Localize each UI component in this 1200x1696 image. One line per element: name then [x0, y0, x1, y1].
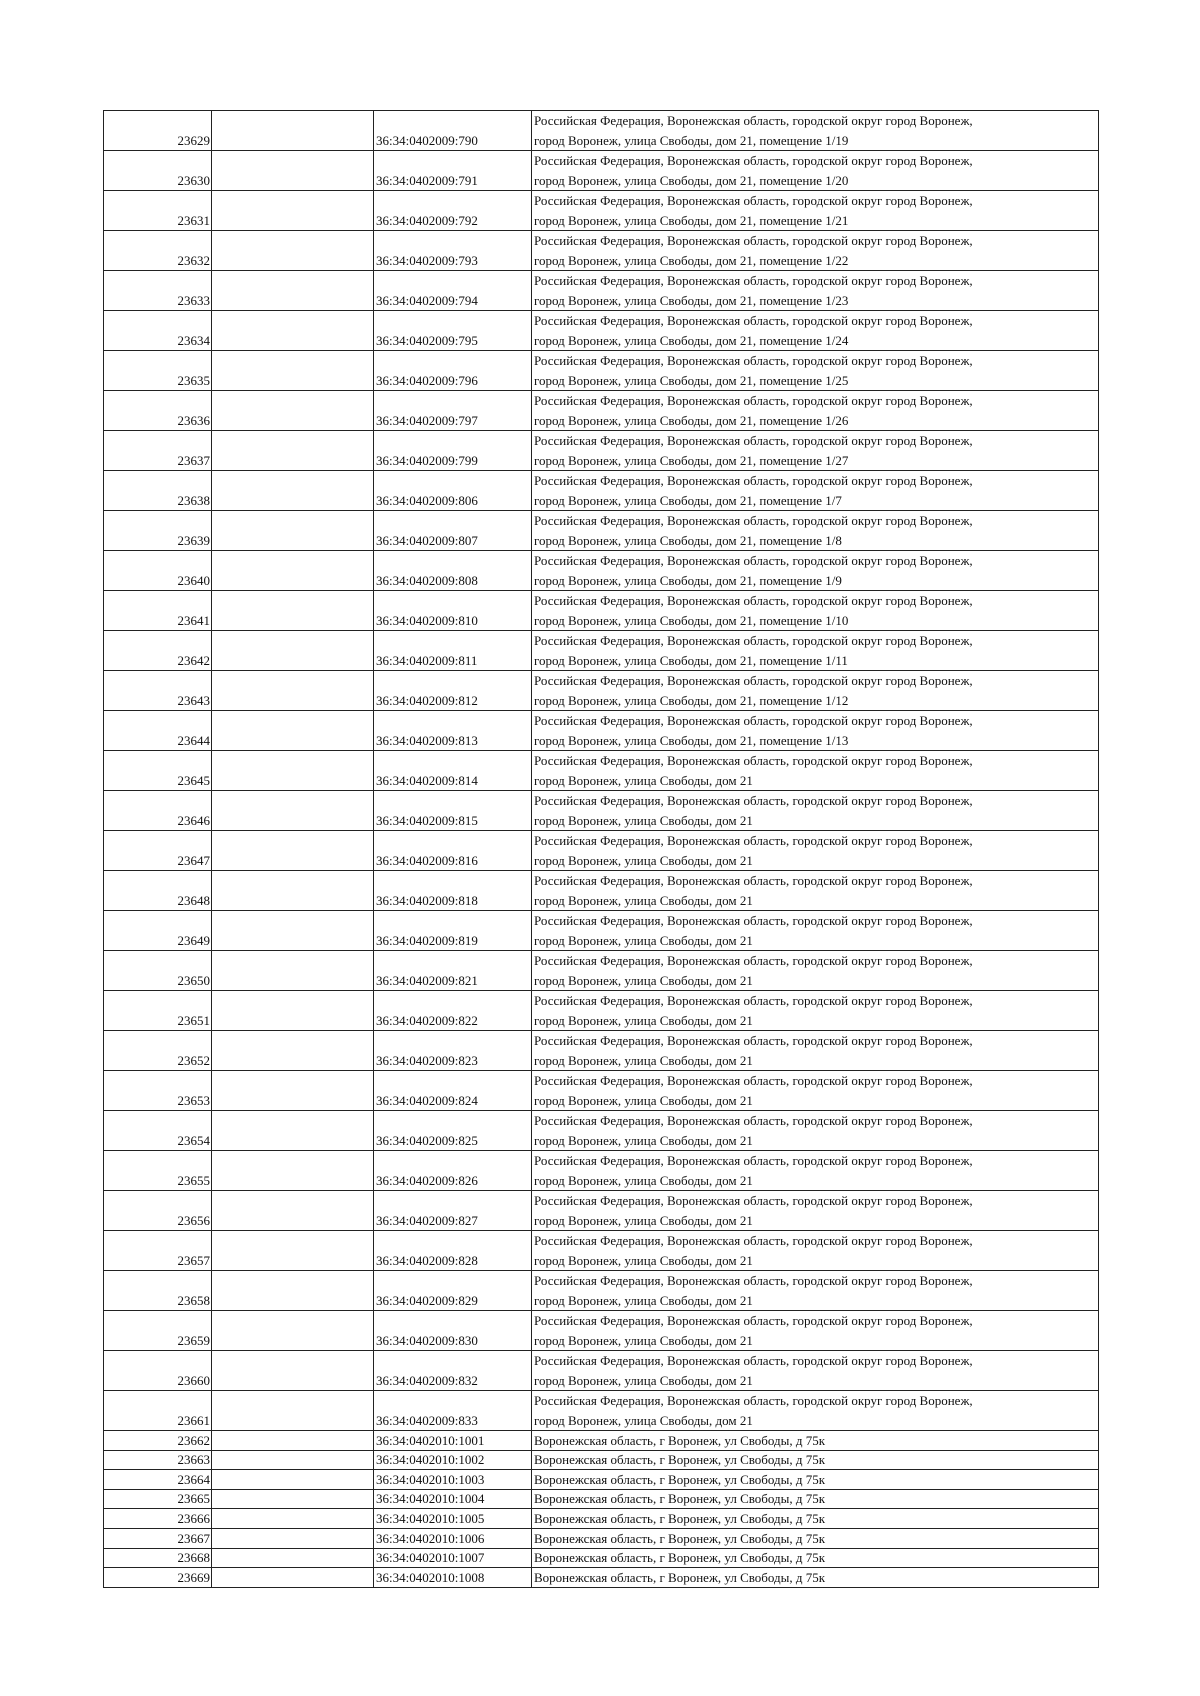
- cadastral-number-cell: 36:34:0402010:1007: [374, 1548, 532, 1568]
- address-cell: Российская Федерация, Воронежская область, городской округ город Воронеж, город Воронеж, улица Свободы, дом 21, помещение 1/26: [532, 391, 1099, 431]
- table-row: [104, 191, 1099, 231]
- cadastral-number-cell: 36:34:0402009:797: [374, 391, 532, 431]
- table-row: [104, 1231, 1099, 1271]
- address-cell: Российская Федерация, Воронежская область, городской округ город Воронеж, город Воронеж, улица Свободы, дом 21: [532, 991, 1099, 1031]
- table-row: [104, 631, 1099, 671]
- address-cell: Российская Федерация, Воронежская область, городской округ город Воронеж, город Воронеж, улица Свободы, дом 21, помещение 1/10: [532, 591, 1099, 631]
- table-row: [104, 1191, 1099, 1231]
- row-number-cell: 23634: [104, 311, 212, 351]
- cadastral-number-cell: 36:34:0402009:810: [374, 591, 532, 631]
- cadastral-number-cell: 36:34:0402009:811: [374, 631, 532, 671]
- cadastral-number-cell: 36:34:0402009:813: [374, 711, 532, 751]
- table-row: [104, 311, 1099, 351]
- table-row: [104, 871, 1099, 911]
- cadastral-number-cell: 36:34:0402010:1005: [374, 1509, 532, 1529]
- cadastral-number-cell: 36:34:0402009:792: [374, 191, 532, 231]
- row-number-cell: 23658: [104, 1271, 212, 1311]
- table-row: [104, 271, 1099, 311]
- address-cell: Воронежская область, г Воронеж, ул Свободы, д 75к: [532, 1548, 1099, 1568]
- table-row: [104, 991, 1099, 1031]
- address-cell: Российская Федерация, Воронежская область, городской округ город Воронеж, город Воронеж, улица Свободы, дом 21, помещение 1/23: [532, 271, 1099, 311]
- empty-cell: [212, 471, 374, 511]
- cadastral-number-cell: 36:34:0402009:827: [374, 1191, 532, 1231]
- row-number-cell: 23646: [104, 791, 212, 831]
- table-row: [104, 1031, 1099, 1071]
- table-row: [104, 711, 1099, 751]
- empty-cell: [212, 1528, 374, 1548]
- table-row: [104, 1351, 1099, 1391]
- empty-cell: [212, 311, 374, 351]
- address-cell: Воронежская область, г Воронеж, ул Свободы, д 75к: [532, 1450, 1099, 1470]
- row-number-cell: 23642: [104, 631, 212, 671]
- empty-cell: [212, 1470, 374, 1490]
- row-number-cell: 23654: [104, 1111, 212, 1151]
- empty-cell: [212, 1031, 374, 1071]
- empty-cell: [212, 831, 374, 871]
- row-number-cell: 23632: [104, 231, 212, 271]
- cadastral-number-cell: 36:34:0402009:818: [374, 871, 532, 911]
- empty-cell: [212, 1111, 374, 1151]
- row-number-cell: 23644: [104, 711, 212, 751]
- cadastral-number-cell: 36:34:0402009:822: [374, 991, 532, 1031]
- address-cell: Российская Федерация, Воронежская область, городской округ город Воронеж, город Воронеж, улица Свободы, дом 21: [532, 1071, 1099, 1111]
- address-cell: Российская Федерация, Воронежская область, городской округ город Воронеж, город Воронеж, улица Свободы, дом 21: [532, 951, 1099, 991]
- address-cell: Воронежская область, г Воронеж, ул Свободы, д 75к: [532, 1528, 1099, 1548]
- table-row: [104, 671, 1099, 711]
- table-row: [104, 1071, 1099, 1111]
- empty-cell: [212, 1071, 374, 1111]
- cadastral-number-cell: 36:34:0402009:791: [374, 151, 532, 191]
- row-number-cell: 23647: [104, 831, 212, 871]
- row-number-cell: 23639: [104, 511, 212, 551]
- row-number-cell: 23652: [104, 1031, 212, 1071]
- table-row: [104, 431, 1099, 471]
- empty-cell: [212, 1548, 374, 1568]
- empty-cell: [212, 1151, 374, 1191]
- empty-cell: [212, 791, 374, 831]
- row-number-cell: 23650: [104, 951, 212, 991]
- cadastral-number-cell: 36:34:0402010:1008: [374, 1568, 532, 1588]
- address-cell: Воронежская область, г Воронеж, ул Свободы, д 75к: [532, 1431, 1099, 1451]
- cadastral-number-cell: 36:34:0402009:796: [374, 351, 532, 391]
- row-number-cell: 23657: [104, 1231, 212, 1271]
- registry-table-body: [104, 111, 1099, 1588]
- empty-cell: [212, 1450, 374, 1470]
- address-cell: Воронежская область, г Воронеж, ул Свободы, д 75к: [532, 1470, 1099, 1490]
- row-number-cell: 23662: [104, 1431, 212, 1451]
- empty-cell: [212, 1271, 374, 1311]
- row-number-cell: 23663: [104, 1450, 212, 1470]
- empty-cell: [212, 871, 374, 911]
- cadastral-number-cell: 36:34:0402009:793: [374, 231, 532, 271]
- address-cell: Российская Федерация, Воронежская область, городской округ город Воронеж, город Воронеж, улица Свободы, дом 21: [532, 1271, 1099, 1311]
- cadastral-number-cell: 36:34:0402009:816: [374, 831, 532, 871]
- row-number-cell: 23653: [104, 1071, 212, 1111]
- address-cell: Российская Федерация, Воронежская область, городской округ город Воронеж, город Воронеж, улица Свободы, дом 21: [532, 1151, 1099, 1191]
- table-row: [104, 351, 1099, 391]
- address-cell: Российская Федерация, Воронежская область, городской округ город Воронеж, город Воронеж, улица Свободы, дом 21: [532, 911, 1099, 951]
- empty-cell: [212, 391, 374, 431]
- cadastral-number-cell: 36:34:0402010:1003: [374, 1470, 532, 1490]
- cadastral-number-cell: 36:34:0402009:794: [374, 271, 532, 311]
- address-cell: Российская Федерация, Воронежская область, городской округ город Воронеж, город Воронеж, улица Свободы, дом 21: [532, 1111, 1099, 1151]
- cadastral-number-cell: 36:34:0402009:828: [374, 1231, 532, 1271]
- cadastral-number-cell: 36:34:0402009:819: [374, 911, 532, 951]
- table-row: [104, 591, 1099, 631]
- empty-cell: [212, 1489, 374, 1509]
- address-cell: Воронежская область, г Воронеж, ул Свободы, д 75к: [532, 1568, 1099, 1588]
- table-row: [104, 471, 1099, 511]
- cadastral-number-cell: 36:34:0402010:1002: [374, 1450, 532, 1470]
- address-cell: Российская Федерация, Воронежская область, городской округ город Воронеж, город Воронеж, улица Свободы, дом 21: [532, 1231, 1099, 1271]
- cadastral-number-cell: 36:34:0402009:812: [374, 671, 532, 711]
- address-cell: Российская Федерация, Воронежская область, городской округ город Воронеж, город Воронеж, улица Свободы, дом 21, помещение 1/8: [532, 511, 1099, 551]
- row-number-cell: 23635: [104, 351, 212, 391]
- cadastral-number-cell: 36:34:0402009:814: [374, 751, 532, 791]
- cadastral-number-cell: 36:34:0402010:1004: [374, 1489, 532, 1509]
- empty-cell: [212, 351, 374, 391]
- empty-cell: [212, 191, 374, 231]
- empty-cell: [212, 951, 374, 991]
- address-cell: Российская Федерация, Воронежская область, городской округ город Воронеж, город Воронеж, улица Свободы, дом 21: [532, 1391, 1099, 1431]
- row-number-cell: 23669: [104, 1568, 212, 1588]
- empty-cell: [212, 1231, 374, 1271]
- table-row: [104, 1528, 1099, 1548]
- cadastral-number-cell: 36:34:0402009:807: [374, 511, 532, 551]
- empty-cell: [212, 711, 374, 751]
- cadastral-number-cell: 36:34:0402009:826: [374, 1151, 532, 1191]
- address-cell: Российская Федерация, Воронежская область, городской округ город Воронеж, город Воронеж, улица Свободы, дом 21: [532, 1191, 1099, 1231]
- empty-cell: [212, 671, 374, 711]
- table-row: [104, 391, 1099, 431]
- address-cell: Российская Федерация, Воронежская область, городской округ город Воронеж, город Воронеж, улица Свободы, дом 21: [532, 751, 1099, 791]
- empty-cell: [212, 1311, 374, 1351]
- empty-cell: [212, 1509, 374, 1529]
- row-number-cell: 23636: [104, 391, 212, 431]
- empty-cell: [212, 1191, 374, 1231]
- row-number-cell: 23668: [104, 1548, 212, 1568]
- address-cell: Российская Федерация, Воронежская область, городской округ город Воронеж, город Воронеж, улица Свободы, дом 21, помещение 1/25: [532, 351, 1099, 391]
- address-cell: Российская Федерация, Воронежская область, городской округ город Воронеж, город Воронеж, улица Свободы, дом 21: [532, 1311, 1099, 1351]
- empty-cell: [212, 1351, 374, 1391]
- cadastral-number-cell: 36:34:0402010:1006: [374, 1528, 532, 1548]
- address-cell: Российская Федерация, Воронежская область, городской округ город Воронеж, город Воронеж, улица Свободы, дом 21: [532, 1351, 1099, 1391]
- cadastral-number-cell: 36:34:0402009:833: [374, 1391, 532, 1431]
- empty-cell: [212, 1431, 374, 1451]
- address-cell: Российская Федерация, Воронежская область, городской округ город Воронеж, город Воронеж, улица Свободы, дом 21, помещение 1/20: [532, 151, 1099, 191]
- table-row: [104, 1568, 1099, 1588]
- row-number-cell: 23666: [104, 1509, 212, 1529]
- table-row: [104, 1509, 1099, 1529]
- address-cell: Российская Федерация, Воронежская область, городской округ город Воронеж, город Воронеж, улица Свободы, дом 21, помещение 1/12: [532, 671, 1099, 711]
- empty-cell: [212, 631, 374, 671]
- address-cell: Российская Федерация, Воронежская область, городской округ город Воронеж, город Воронеж, улица Свободы, дом 21: [532, 831, 1099, 871]
- empty-cell: [212, 551, 374, 591]
- cadastral-number-cell: 36:34:0402009:790: [374, 111, 532, 151]
- row-number-cell: 23664: [104, 1470, 212, 1490]
- empty-cell: [212, 271, 374, 311]
- table-row: [104, 791, 1099, 831]
- cadastral-number-cell: 36:34:0402009:815: [374, 791, 532, 831]
- address-cell: Российская Федерация, Воронежская область, городской округ город Воронеж, город Воронеж, улица Свободы, дом 21, помещение 1/7: [532, 471, 1099, 511]
- empty-cell: [212, 431, 374, 471]
- row-number-cell: 23655: [104, 1151, 212, 1191]
- address-cell: Российская Федерация, Воронежская область, городской округ город Воронеж, город Воронеж, улица Свободы, дом 21, помещение 1/27: [532, 431, 1099, 471]
- row-number-cell: 23629: [104, 111, 212, 151]
- table-row: [104, 1450, 1099, 1470]
- table-row: [104, 551, 1099, 591]
- address-cell: Российская Федерация, Воронежская область, городской округ город Воронеж, город Воронеж, улица Свободы, дом 21: [532, 871, 1099, 911]
- cadastral-number-cell: 36:34:0402009:823: [374, 1031, 532, 1071]
- row-number-cell: 23659: [104, 1311, 212, 1351]
- row-number-cell: 23667: [104, 1528, 212, 1548]
- cadastral-number-cell: 36:34:0402009:799: [374, 431, 532, 471]
- row-number-cell: 23641: [104, 591, 212, 631]
- row-number-cell: 23633: [104, 271, 212, 311]
- table-row: [104, 831, 1099, 871]
- address-cell: Российская Федерация, Воронежская область, городской округ город Воронеж, город Воронеж, улица Свободы, дом 21: [532, 791, 1099, 831]
- address-cell: Воронежская область, г Воронеж, ул Свободы, д 75к: [532, 1509, 1099, 1529]
- table-row: [104, 1151, 1099, 1191]
- table-row: [104, 1489, 1099, 1509]
- address-cell: Российская Федерация, Воронежская область, городской округ город Воронеж, город Воронеж, улица Свободы, дом 21, помещение 1/24: [532, 311, 1099, 351]
- cadastral-number-cell: 36:34:0402009:830: [374, 1311, 532, 1351]
- table-row: [104, 1271, 1099, 1311]
- row-number-cell: 23637: [104, 431, 212, 471]
- row-number-cell: 23638: [104, 471, 212, 511]
- cadastral-number-cell: 36:34:0402009:808: [374, 551, 532, 591]
- row-number-cell: 23630: [104, 151, 212, 191]
- empty-cell: [212, 111, 374, 151]
- empty-cell: [212, 231, 374, 271]
- row-number-cell: 23645: [104, 751, 212, 791]
- empty-cell: [212, 751, 374, 791]
- empty-cell: [212, 911, 374, 951]
- table-row: [104, 911, 1099, 951]
- empty-cell: [212, 151, 374, 191]
- row-number-cell: 23649: [104, 911, 212, 951]
- row-number-cell: 23660: [104, 1351, 212, 1391]
- table-row: [104, 1391, 1099, 1431]
- registry-table: [103, 110, 1099, 1588]
- address-cell: Российская Федерация, Воронежская область, городской округ город Воронеж, город Воронеж, улица Свободы, дом 21, помещение 1/19: [532, 111, 1099, 151]
- cadastral-number-cell: 36:34:0402009:824: [374, 1071, 532, 1111]
- empty-cell: [212, 511, 374, 551]
- row-number-cell: 23661: [104, 1391, 212, 1431]
- address-cell: Российская Федерация, Воронежская область, городской округ город Воронеж, город Воронеж, улица Свободы, дом 21, помещение 1/9: [532, 551, 1099, 591]
- table-row: [104, 1431, 1099, 1451]
- table-row: [104, 511, 1099, 551]
- row-number-cell: 23631: [104, 191, 212, 231]
- address-cell: Российская Федерация, Воронежская область, городской округ город Воронеж, город Воронеж, улица Свободы, дом 21, помещение 1/22: [532, 231, 1099, 271]
- row-number-cell: 23665: [104, 1489, 212, 1509]
- cadastral-number-cell: 36:34:0402009:795: [374, 311, 532, 351]
- row-number-cell: 23651: [104, 991, 212, 1031]
- table-row: [104, 751, 1099, 791]
- cadastral-number-cell: 36:34:0402009:829: [374, 1271, 532, 1311]
- empty-cell: [212, 1568, 374, 1588]
- address-cell: Воронежская область, г Воронеж, ул Свободы, д 75к: [532, 1489, 1099, 1509]
- cadastral-number-cell: 36:34:0402009:832: [374, 1351, 532, 1391]
- row-number-cell: 23656: [104, 1191, 212, 1231]
- table-row: [104, 111, 1099, 151]
- row-number-cell: 23648: [104, 871, 212, 911]
- table-row: [104, 151, 1099, 191]
- table-row: [104, 1111, 1099, 1151]
- row-number-cell: 23643: [104, 671, 212, 711]
- table-row: [104, 231, 1099, 271]
- cadastral-number-cell: 36:34:0402009:825: [374, 1111, 532, 1151]
- address-cell: Российская Федерация, Воронежская область, городской округ город Воронеж, город Воронеж, улица Свободы, дом 21, помещение 1/11: [532, 631, 1099, 671]
- cadastral-number-cell: 36:34:0402009:821: [374, 951, 532, 991]
- table-row: [104, 951, 1099, 991]
- row-number-cell: 23640: [104, 551, 212, 591]
- address-cell: Российская Федерация, Воронежская область, городской округ город Воронеж, город Воронеж, улица Свободы, дом 21, помещение 1/21: [532, 191, 1099, 231]
- empty-cell: [212, 591, 374, 631]
- table-row: [104, 1470, 1099, 1490]
- cadastral-number-cell: 36:34:0402010:1001: [374, 1431, 532, 1451]
- table-row: [104, 1548, 1099, 1568]
- cadastral-number-cell: 36:34:0402009:806: [374, 471, 532, 511]
- table-row: [104, 1311, 1099, 1351]
- address-cell: Российская Федерация, Воронежская область, городской округ город Воронеж, город Воронеж, улица Свободы, дом 21: [532, 1031, 1099, 1071]
- empty-cell: [212, 1391, 374, 1431]
- address-cell: Российская Федерация, Воронежская область, городской округ город Воронеж, город Воронеж, улица Свободы, дом 21, помещение 1/13: [532, 711, 1099, 751]
- empty-cell: [212, 991, 374, 1031]
